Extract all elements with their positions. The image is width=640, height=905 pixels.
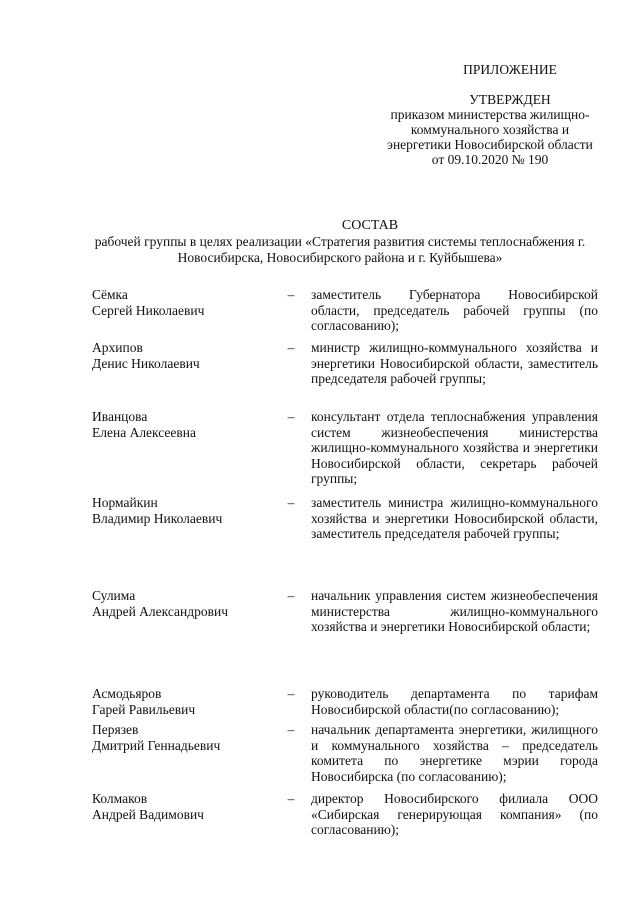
member-name	[92, 722, 282, 753]
member-given-name: Дмитрий Геннадьевич	[92, 737, 221, 753]
member-given-name: Андрей Вадимович	[92, 806, 204, 822]
member-given-name: Денис Николаевич	[92, 355, 200, 371]
member-given-name: Владимир Николаевич	[92, 510, 223, 526]
member-given-name: Сергей Николаевич	[92, 302, 205, 318]
approval-line: от 09.10.2020 № 190	[431, 152, 549, 167]
member-given-name: Андрей Александрович	[92, 603, 229, 619]
dash-separator: –	[287, 409, 295, 424]
member-role: директор Новосибирского филиала ООО «Сибирская генерирующая компания» (по согласованию);	[311, 791, 598, 838]
approval-block	[370, 62, 610, 167]
member-given-name: Елена Алексеевна	[92, 424, 196, 440]
dash-separator: –	[287, 686, 295, 701]
member-name	[92, 340, 282, 371]
member-surname: Нормайкин	[92, 495, 158, 510]
member-name	[92, 287, 282, 318]
member-role: заместитель Губернатора Новосибирской области, председатель рабочей группы (по согласованию);	[311, 287, 598, 334]
dash-separator: –	[287, 722, 295, 737]
member-name	[92, 495, 282, 526]
member-role: консультант отдела теплоснабжения управления систем жизнеобеспечения министерства жилищно-коммунального хозяйства и энергетики Новосибирской области, секретарь рабочей группы;	[311, 409, 598, 487]
member-name	[92, 686, 282, 717]
member-surname: Иванцова	[92, 409, 148, 424]
approval-line: энергетики Новосибирской области	[387, 137, 593, 152]
member-surname: Архипов	[92, 340, 143, 355]
member-given-name: Гарей Равильевич	[92, 701, 196, 717]
approval-line: коммунального хозяйства и	[410, 122, 570, 137]
dash-separator: –	[287, 287, 295, 302]
member-name	[92, 409, 282, 440]
approved-label: УТВЕРЖДЕН	[469, 92, 551, 107]
member-surname: Сулима	[92, 588, 136, 603]
document-title: СОСТАВ	[341, 218, 399, 233]
dash-separator: –	[287, 340, 295, 355]
member-name	[92, 588, 282, 619]
member-role: заместитель министра жилищно-коммунального хозяйства и энергетики Новосибирской области, заместитель председателя рабочей группы;	[311, 495, 598, 542]
member-role: начальник управления систем жизнеобеспечения министерства жилищно-коммунального хозяйства и энергетики Новосибирской области;	[311, 588, 598, 635]
member-role: руководитель департамента по тарифам Новосибирской области(по согласованию);	[311, 686, 598, 717]
member-role: начальник департамента энергетики, жилищного и коммунального хозяйства – председатель комитета по энергетике мэрии города Новосибирска (по согласованию);	[311, 722, 598, 784]
dash-separator: –	[287, 791, 295, 806]
member-name	[92, 791, 282, 822]
member-surname: Асмодьяров	[92, 686, 162, 701]
appendix-label: ПРИЛОЖЕНИЕ	[463, 62, 557, 77]
document-subtitle: рабочей группы в целях реализации «Стратегия развития системы теплоснабжения г. Новосибирска, Новосибирского района и г. Куйбышева»	[94, 234, 586, 265]
member-surname: Колмаков	[92, 791, 148, 806]
member-surname: Перязев	[92, 722, 139, 737]
dash-separator: –	[287, 495, 295, 510]
member-surname: Сёмка	[92, 287, 128, 302]
approval-line: приказом министерства жилищно-	[390, 107, 590, 122]
member-role: министр жилищно-коммунального хозяйства и энергетики Новосибирской области, заместитель председателя рабочей группы;	[311, 340, 598, 387]
dash-separator: –	[287, 588, 295, 603]
